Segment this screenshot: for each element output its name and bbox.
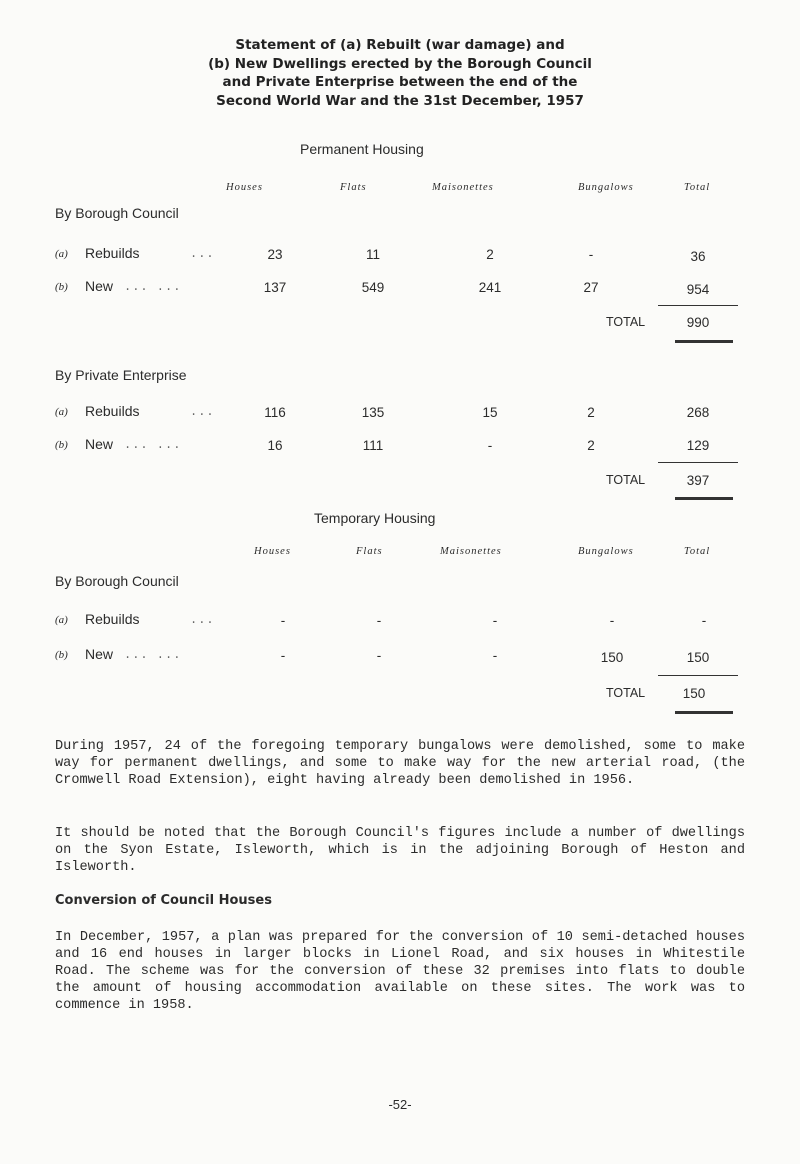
total-value: 990 <box>686 315 710 330</box>
page-number: -52- <box>388 1097 412 1112</box>
row-marker: (b) <box>55 649 68 661</box>
total-double-rule <box>675 497 733 500</box>
cell-bungalows: - <box>609 613 615 628</box>
cell-maisonettes: 15 <box>482 405 498 420</box>
cell-total: - <box>701 613 707 628</box>
total-double-rule <box>675 340 733 343</box>
cell-total: 129 <box>686 438 710 453</box>
cell-maisonettes: - <box>492 613 498 628</box>
col-bungalows: Bungalows <box>578 546 634 557</box>
temporary-housing-heading: Temporary Housing <box>314 510 436 526</box>
cell-flats: 549 <box>361 280 385 295</box>
cell-bungalows: 2 <box>587 405 595 420</box>
cell-bungalows: 2 <box>587 438 595 453</box>
total-value: 150 <box>682 686 706 701</box>
section-label-borough: By Borough Council <box>55 205 179 221</box>
section-heading-conversion: Conversion of Council Houses <box>55 893 272 908</box>
cell-flats: 111 <box>362 438 384 453</box>
cell-total: 36 <box>690 249 706 264</box>
cell-total: 954 <box>686 282 710 297</box>
col-total: Total <box>684 546 711 557</box>
row-marker: (b) <box>55 281 68 293</box>
paragraph-demolition: During 1957, 24 of the foregoing temporary bungalows were demolished, some to make way for permanent dwellings, and some to make way for the new arterial road, (the Cromwell Road Extension), eight having already been demolished in 1956. <box>55 739 745 788</box>
row-marker: (a) <box>55 248 68 260</box>
row-label: Rebuilds <box>85 245 140 261</box>
row-marker: (b) <box>55 439 68 451</box>
total-double-rule <box>675 711 733 714</box>
paragraph-conversion: In December, 1957, a plan was prepared for the conversion of 10 semi-detached houses and 16 end houses in larger blocks in Lionel Road, and six houses in Whitestile Road. The scheme was for the conversion of these 32 premises into flats to double the amount of housing accommodation available on these sites. The work was to commence in 1958. <box>55 930 745 1013</box>
page-title: Statement of (a) Rebuilt (war damage) and (b) New Dwellings erected by the Borough Council and Private Enterprise between the end of the Second World War and the 31st December, 1957 <box>208 37 592 109</box>
row-leader-dots: ... ... <box>124 438 182 452</box>
row-marker: (a) <box>55 406 68 418</box>
subtotal-rule <box>658 305 738 306</box>
cell-flats: 11 <box>365 247 380 262</box>
row-label: New <box>85 646 114 662</box>
cell-bungalows: 150 <box>600 650 624 665</box>
cell-houses: - <box>280 648 286 663</box>
col-maisonettes: Maisonettes <box>432 182 494 193</box>
col-bungalows: Bungalows <box>578 182 634 193</box>
subtotal-rule <box>658 462 738 463</box>
col-total: Total <box>684 182 711 193</box>
section-label-private: By Private Enterprise <box>55 367 187 383</box>
total-value: 397 <box>686 473 710 488</box>
permanent-housing-heading: Permanent Housing <box>300 141 424 157</box>
row-leader-dots: ... <box>190 613 215 627</box>
col-flats: Flats <box>340 182 367 193</box>
cell-houses: 137 <box>263 280 287 295</box>
total-label: TOTAL <box>606 473 646 487</box>
row-label: Rebuilds <box>85 611 140 627</box>
cell-houses: 16 <box>267 438 283 453</box>
total-label: TOTAL <box>606 686 646 700</box>
row-leader-dots: ... <box>190 405 215 419</box>
section-label-borough: By Borough Council <box>55 573 179 589</box>
cell-bungalows: - <box>588 247 594 262</box>
cell-houses: 116 <box>264 405 286 420</box>
cell-flats: - <box>376 648 382 663</box>
cell-maisonettes: 2 <box>486 247 494 262</box>
col-houses: Houses <box>226 182 263 193</box>
col-flats: Flats <box>356 546 383 557</box>
cell-houses: 23 <box>267 247 283 262</box>
cell-total: 268 <box>686 405 710 420</box>
total-label: TOTAL <box>606 315 646 329</box>
paragraph-syon-estate: It should be noted that the Borough Council's figures include a number of dwellings on the Syon Estate, Isleworth, which is in the adjoining Borough of Heston and Isleworth. <box>55 826 745 875</box>
row-label: New <box>85 436 114 452</box>
cell-houses: - <box>280 613 286 628</box>
col-maisonettes: Maisonettes <box>440 546 502 557</box>
row-leader-dots: ... ... <box>124 648 182 662</box>
cell-maisonettes: 241 <box>478 280 502 295</box>
row-label: Rebuilds <box>85 403 140 419</box>
subtotal-rule <box>658 675 738 676</box>
row-label: New <box>85 278 114 294</box>
cell-bungalows: 27 <box>583 280 599 295</box>
cell-maisonettes: - <box>492 648 498 663</box>
cell-total: 150 <box>686 650 710 665</box>
cell-maisonettes: - <box>487 438 493 453</box>
cell-flats: 135 <box>361 405 385 420</box>
cell-flats: - <box>376 613 382 628</box>
row-marker: (a) <box>55 614 68 626</box>
row-leader-dots: ... <box>190 247 215 261</box>
row-leader-dots: ... ... <box>124 280 182 294</box>
col-houses: Houses <box>254 546 291 557</box>
